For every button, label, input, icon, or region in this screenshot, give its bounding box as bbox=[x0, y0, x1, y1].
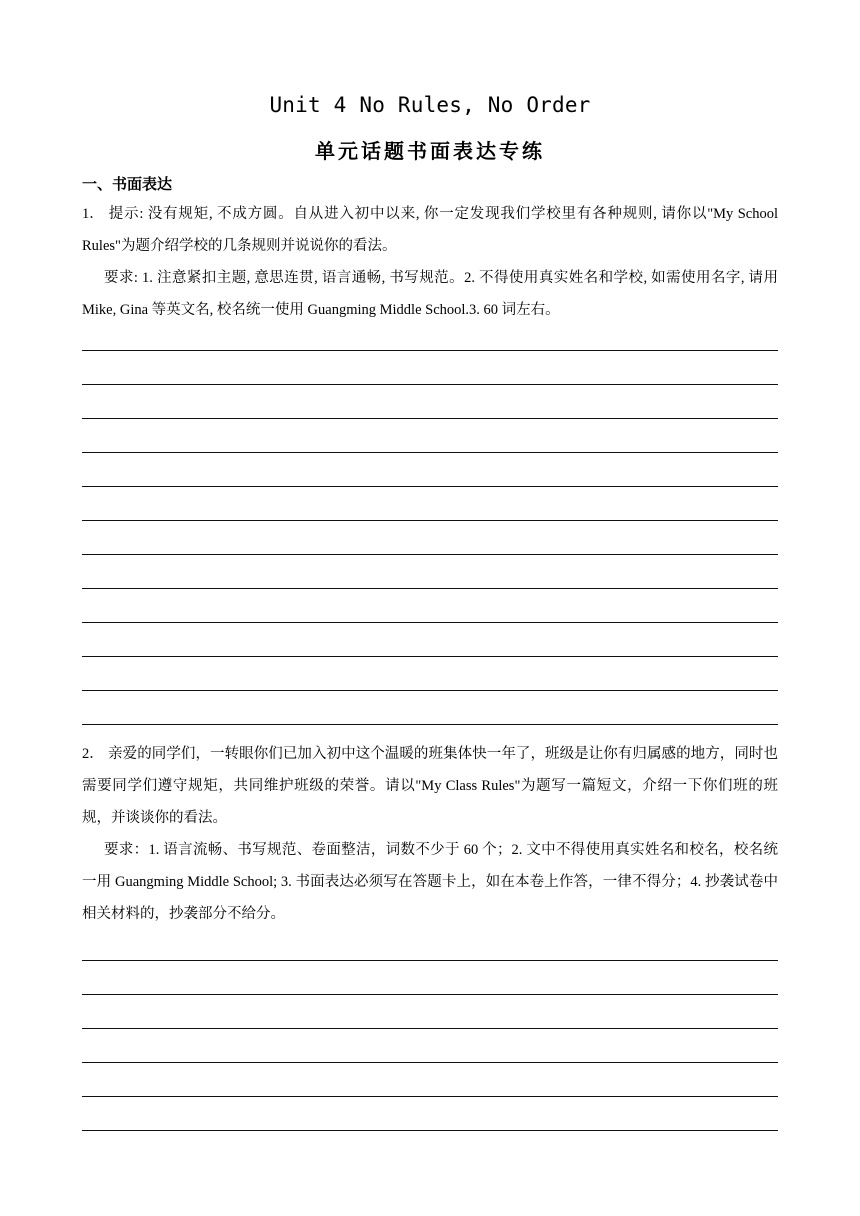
question-1-answer-line bbox=[82, 520, 778, 521]
question-1-answer-line bbox=[82, 656, 778, 657]
question-2-answer-line bbox=[82, 1062, 778, 1063]
question-1-answer-line bbox=[82, 350, 778, 351]
question-1-answer-line bbox=[82, 418, 778, 419]
question-2-requirements: 要求：1. 语言流畅、书写规范、卷面整洁，词数不少于 60 个；2. 文中不得使用真实姓名和校名，校名统一用 Guangming Middle School; 3. 书面表达必须写在答题卡上，如在本卷上作答，一律不得分；4. 抄袭试卷中相关材料的，抄袭部分不给分。 bbox=[82, 842, 778, 922]
section-heading: 一、书面表达 bbox=[82, 175, 173, 193]
question-2-answer-line bbox=[82, 1130, 778, 1131]
question-1-answer-line bbox=[82, 452, 778, 453]
page-subtitle: 单元话题书面表达专练 bbox=[315, 139, 545, 163]
question-1-answer-line bbox=[82, 588, 778, 589]
question-1-prompt-text: 提示: 没有规矩, 不成方圆。自从进入初中以来, 你一定发现我们学校里有各种规则, 请你以"My School Rules"为题介绍学校的几条规则并说说你的看法。 bbox=[82, 206, 778, 254]
question-1-answer-line bbox=[82, 622, 778, 623]
question-2-prompt bbox=[82, 738, 778, 834]
question-1-answer-line bbox=[82, 724, 778, 725]
question-1-prompt bbox=[82, 198, 778, 262]
question-2-number: 2． bbox=[82, 746, 104, 762]
question-1-answer-line bbox=[82, 690, 778, 691]
question-2-answer-line bbox=[82, 994, 778, 995]
question-1-answer-line bbox=[82, 554, 778, 555]
question-2-answer-line bbox=[82, 1028, 778, 1029]
question-2-answer-line bbox=[82, 960, 778, 961]
question-1-number: 1． bbox=[82, 206, 104, 222]
question-2-prompt-text: 亲爱的同学们，一转眼你们已加入初中这个温暖的班集体快一年了，班级是让你有归属感的地方，同时也需要同学们遵守规矩，共同维护班级的荣誉。请以"My Class Rules"为题写一篇短文，介绍一下你们班的班规，并谈谈你的看法。 bbox=[82, 746, 778, 826]
question-1-requirements: 要求: 1. 注意紧扣主题, 意思连贯, 语言通畅, 书写规范。2. 不得使用真实姓名和学校, 如需使用名字, 请用 Mike, Gina 等英文名, 校名统一使用 Guangming Middle School.3. 60 词左右。 bbox=[82, 270, 778, 318]
question-1-answer-line bbox=[82, 486, 778, 487]
question-1-answer-line bbox=[82, 384, 778, 385]
question-2-answer-line bbox=[82, 1096, 778, 1097]
page-title: Unit 4 No Rules, No Order bbox=[269, 93, 591, 117]
